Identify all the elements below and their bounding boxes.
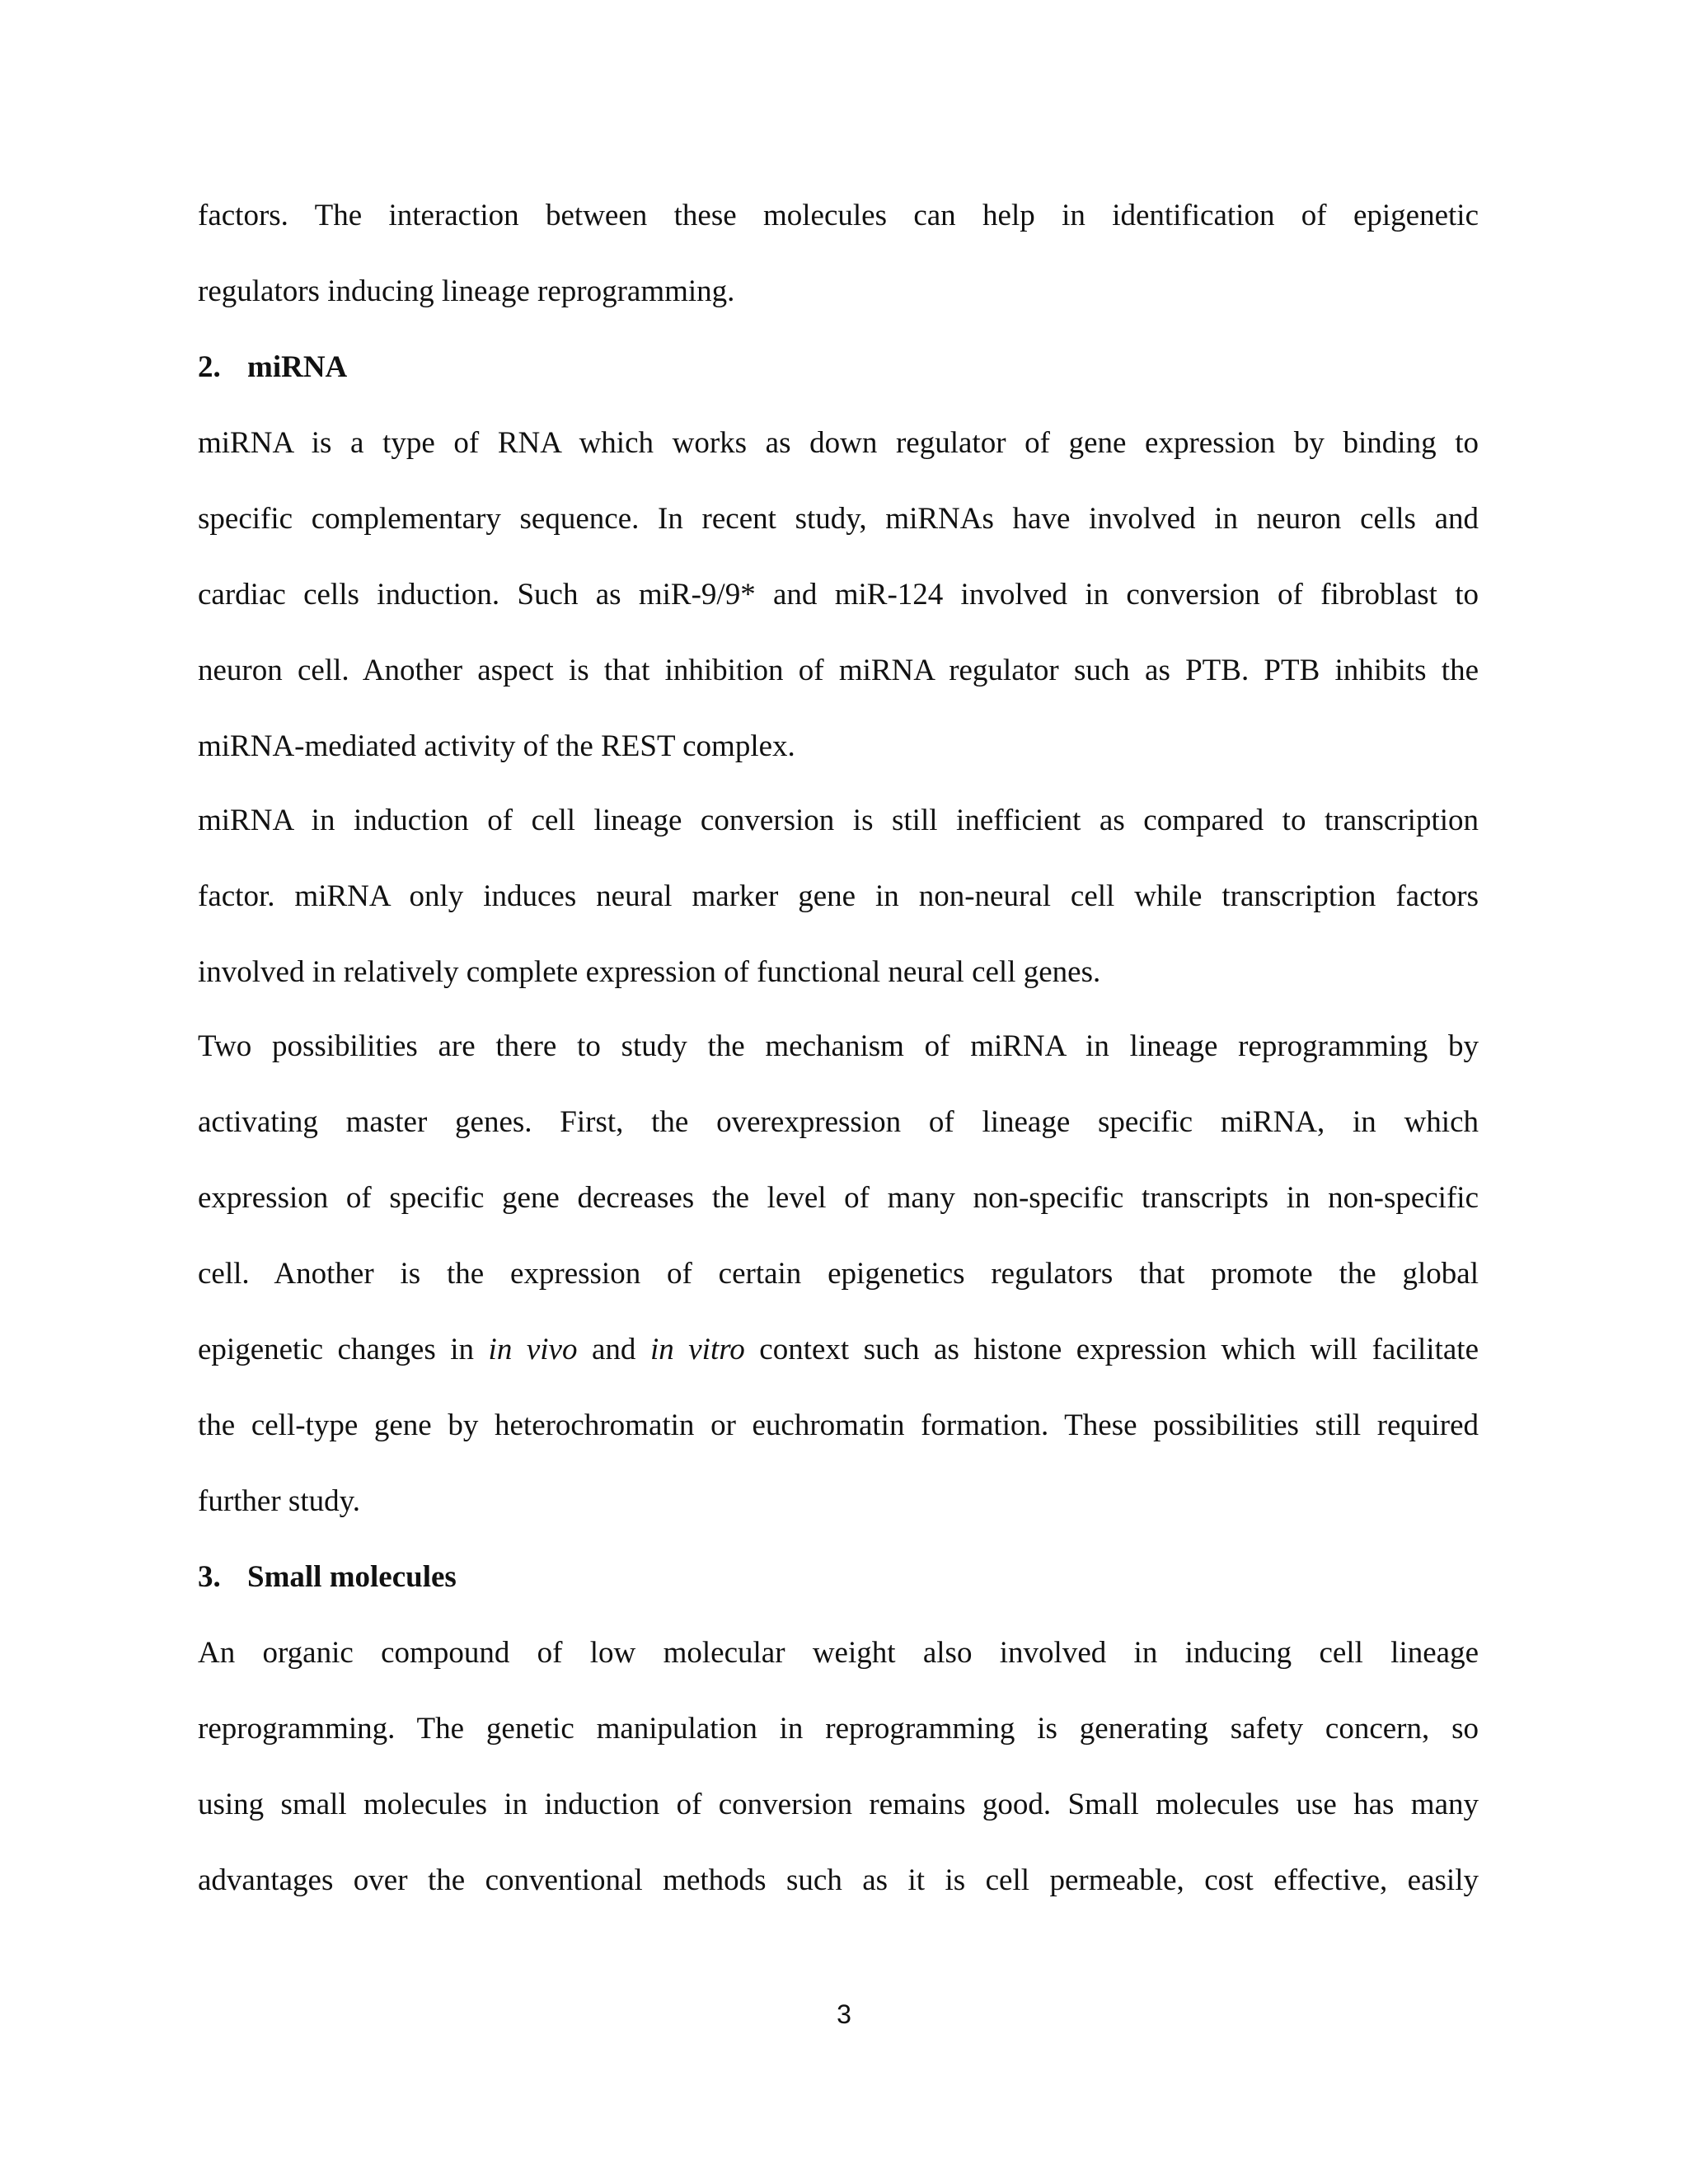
section-heading-small-molecules xyxy=(198,1553,1479,1629)
body-text-line: An organic compound of low molecular weight also involved in inducing cell lineage xyxy=(198,1636,1479,1670)
body-text-line: the cell-type gene by heterochromatin or euchromatin formation. These possibilities still required xyxy=(198,1408,1479,1442)
body-text-line: miRNA-mediated activity of the REST complex. xyxy=(198,729,795,763)
body-text-line: involved in relatively complete expression of functional neural cell genes. xyxy=(198,955,1101,989)
body-text-line: miRNA is a type of RNA which works as down regulator of gene expression by binding to xyxy=(198,426,1479,460)
body-text-line: expression of specific gene decreases the level of many non-specific transcripts in non-specific xyxy=(198,1181,1479,1215)
page-body xyxy=(198,191,1479,1932)
body-text-line: using small molecules in induction of conversion remains good. Small molecules use has many xyxy=(198,1788,1479,1821)
body-text-line: further study. xyxy=(198,1484,360,1518)
section-heading-mirna xyxy=(198,343,1479,419)
body-text-line: miRNA in induction of cell lineage conversion is still inefficient as compared to transcription xyxy=(198,804,1479,837)
section-number: 3. xyxy=(198,1560,221,1594)
body-text-line: factor. miRNA only induces neural marker gene in non-neural cell while transcription factors xyxy=(198,879,1479,913)
body-text-line: cell. Another is the expression of certain epigenetics regulators that promote the global xyxy=(198,1257,1479,1291)
section-number: 2. xyxy=(198,350,221,384)
italic-term: in vitro xyxy=(649,1333,745,1366)
body-text-line: specific complementary sequence. In recent study, miRNAs have involved in neuron cells and xyxy=(198,502,1479,536)
body-text-line xyxy=(198,1325,1479,1401)
body-text-line: reprogramming. The genetic manipulation in reprogramming is generating safety concern, so xyxy=(198,1712,1479,1746)
section-title: miRNA xyxy=(247,350,348,384)
body-text-line: factors. The interaction between these molecules can help in identification of epigenetic xyxy=(198,199,1479,232)
text-run: and xyxy=(577,1333,650,1366)
section-title: Small molecules xyxy=(247,1560,457,1594)
text-run: context such as histone expression which will facilitate xyxy=(744,1333,1479,1366)
page-number: 3 xyxy=(837,1999,851,2029)
body-text-line: advantages over the conventional methods such as it is cell permeable, cost effective, easily xyxy=(198,1863,1479,1897)
body-text-line: regulators inducing lineage reprogramming. xyxy=(198,274,735,308)
body-text-line: Two possibilities are there to study the mechanism of miRNA in lineage reprogramming by xyxy=(198,1029,1479,1063)
italic-term: in vivo xyxy=(488,1333,578,1366)
body-text-line: cardiac cells induction. Such as miR-9/9* and miR-124 involved in conversion of fibroblast to xyxy=(198,578,1479,612)
text-run: epigenetic changes in xyxy=(198,1333,489,1366)
body-text-line: neuron cell. Another aspect is that inhibition of miRNA regulator such as PTB. PTB inhibits the xyxy=(198,654,1479,687)
body-text-line: activating master genes. First, the overexpression of lineage specific miRNA, in which xyxy=(198,1105,1479,1139)
